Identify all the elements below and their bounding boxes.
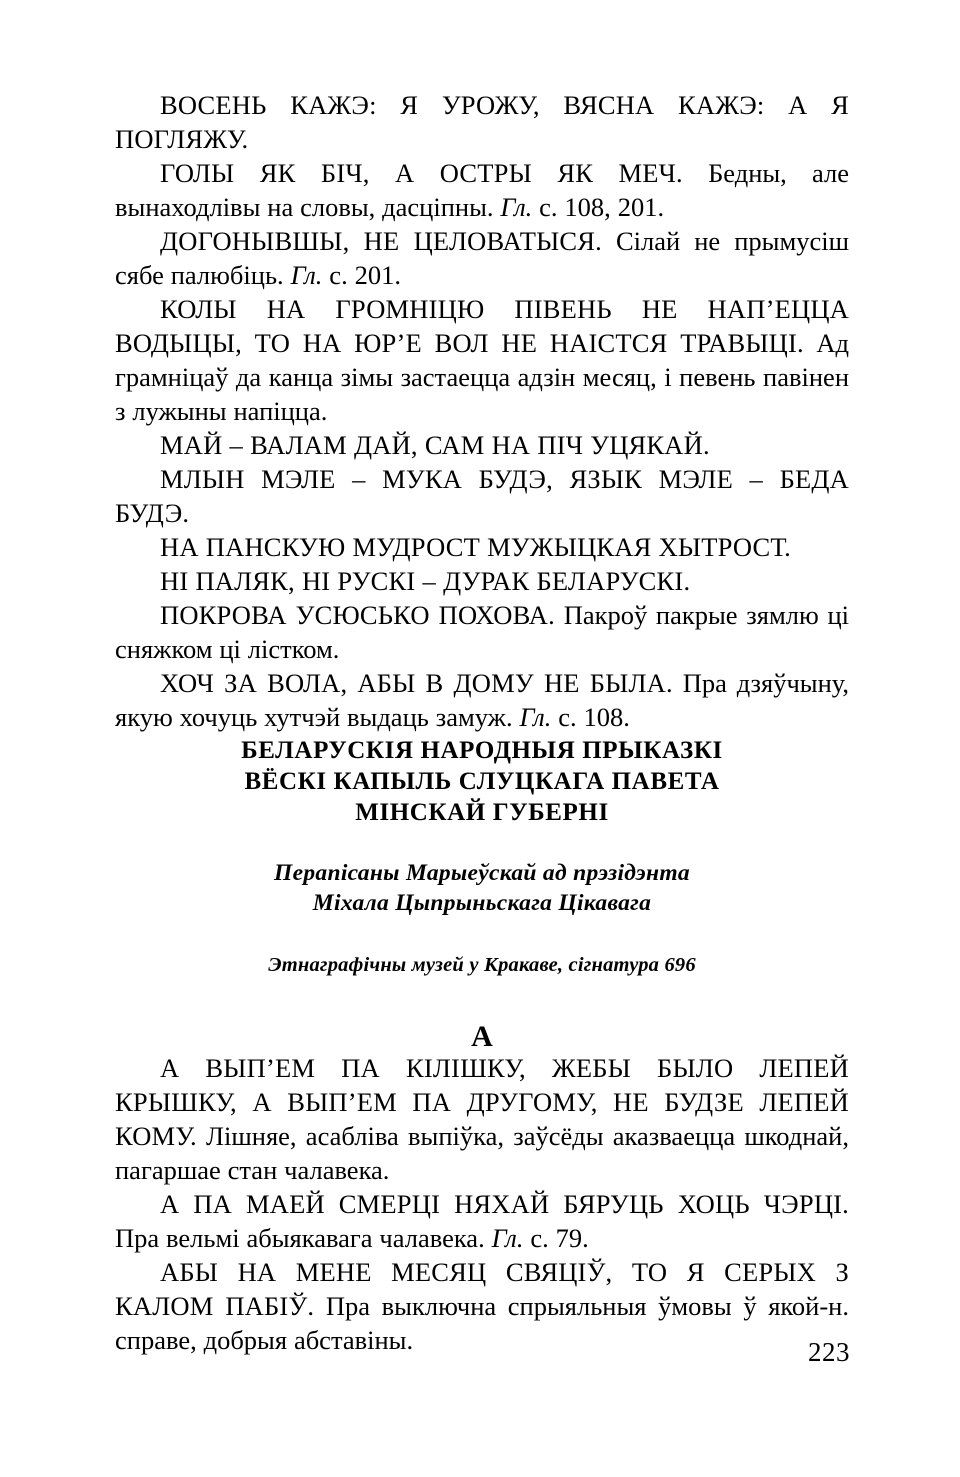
proverb-entry (115, 1255, 849, 1357)
proverb-entry (115, 666, 849, 734)
proverb-gloss: Лішняе, асабліва выпіўка, заўсёды аказваецца шкоднай, пагаршае стан чалавека. (115, 1121, 849, 1185)
proverb-headword: А ПА МАЕЙ СМЕРЦІ НЯХАЙ БЯРУЦЬ ХОЦЬ ЧЭРЦІ. (160, 1189, 849, 1219)
proverb-gloss: Сілай не прымусіш сябе палюбіць. (115, 226, 849, 290)
attribution-line-1: Перапісаны Марыеўскай ад прэзідэнта (274, 860, 690, 886)
section-letter: А (471, 1020, 493, 1053)
proverb-entry (115, 224, 849, 292)
collection-attribution (115, 858, 849, 918)
attribution-line-2: Міхала Цыпрыньскага Цікавага (312, 890, 652, 916)
cross-reference-pages: с. 108, 201. (532, 192, 665, 222)
cross-reference-pages: с. 108. (551, 702, 630, 732)
collection-title-line-2: ВЁСКІ КАПЫЛЬ СЛУЦКАГА ПАВЕТА (244, 768, 720, 795)
proverb-entry (115, 530, 849, 564)
proverb-entry (115, 292, 849, 428)
archive-source-text: Этнаграфічны музей у Кракаве, сігнатура 696 (268, 954, 696, 976)
proverb-entry (115, 156, 849, 224)
proverb-headword: МЛЫН МЭЛЕ – МУКА БУДЭ, ЯЗЫК МЭЛЕ – БЕДА БУДЭ. (115, 464, 849, 528)
proverb-entry (115, 428, 849, 462)
proverb-entry (115, 1187, 849, 1255)
proverb-headword: АБЫ НА МЕНЕ МЕСЯЦ СВЯЦІЎ, ТО Я СЕРЫХ З КАЛОМ ПАБІЎ. (115, 1257, 849, 1321)
proverb-headword: ДОГОНЫВШЫ, НЕ ЦЕЛОВАТЫСЯ. (160, 226, 602, 256)
cross-reference-abbr: Гл. (500, 192, 533, 222)
proverb-gloss: Пакроў пакрые зямлю ці сняжком ці лістком. (115, 600, 850, 664)
cross-reference-abbr: Гл. (491, 1223, 524, 1253)
proverb-list-top (115, 88, 849, 734)
proverb-headword: МАЙ – ВАЛАМ ДАЙ, САМ НА ПІЧ УЦЯКАЙ. (160, 430, 710, 460)
cross-reference-pages: с. 79. (523, 1223, 589, 1253)
proverb-headword: ВОСЕНЬ КАЖЭ: Я УРОЖУ, ВЯСНА КАЖЭ: А Я ПОГЛЯЖУ. (115, 90, 849, 154)
archive-source (115, 952, 849, 978)
proverb-entry (115, 88, 849, 156)
collection-title-line-1: БЕЛАРУСКІЯ НАРОДНЫЯ ПРЫКАЗКІ (241, 737, 723, 764)
proverb-headword: КОЛЫ НА ГРОМНІЦЮ ПІВЕНЬ НЕ НАП’ЕЦЦА ВОДЫЦЫ, ТО НА ЮР’Е ВОЛ НЕ НАІСТСЯ ТРАВЫЦІ. (115, 294, 849, 358)
section-heading-block (115, 735, 849, 1054)
cross-reference-abbr: Гл. (290, 260, 323, 290)
proverb-gloss: Ад грамніцаў да канца зімы застаецца адзін месяц, і певень павінен з лужыны напіцца. (115, 328, 849, 426)
cross-reference-abbr: Гл. (519, 702, 552, 732)
page-number: 223 (808, 1337, 850, 1367)
proverb-headword: ПОКРОВА УСЮСЬКО ПОХОВА. (160, 600, 555, 630)
proverb-entry (115, 564, 849, 598)
proverb-headword: НА ПАНСКУЮ МУДРОСТ МУЖЫЦКАЯ ХЫТРОСТ. (160, 532, 791, 562)
proverb-headword: ХОЧ ЗА ВОЛА, АБЫ В ДОМУ НЕ БЫЛА. (160, 668, 673, 698)
proverb-gloss: Пра дзяўчыну, якую хочуць хутчэй выдаць замуж. (115, 668, 850, 732)
proverb-headword: ГОЛЫ ЯК БІЧ, А ОСТРЫ ЯК МЕЧ. (160, 158, 683, 188)
collection-title (115, 735, 849, 828)
proverb-entry (115, 598, 849, 666)
alphabet-section-marker (115, 1020, 849, 1054)
cross-reference-pages: с. 201. (322, 260, 401, 290)
proverb-list-bottom (115, 1051, 849, 1357)
proverb-headword: НІ ПАЛЯК, НІ РУСКІ – ДУРАК БЕЛАРУСКІ. (160, 566, 691, 596)
proverb-gloss: Бедны, але вынаходлівы на словы, дасціпны. (115, 158, 849, 222)
proverb-gloss: Пра выключна спрыяльныя ўмовы ў якой-н. справе, добрыя абставіны. (115, 1291, 849, 1355)
proverb-headword: А ВЫП’ЕМ ПА КІЛІШКУ, ЖЕБЫ БЫЛО ЛЕПЕЙ КРЫШКУ, А ВЫП’ЕМ ПА ДРУГОМУ, НЕ БУДЗЕ ЛЕПЕЙ КОМУ. (115, 1053, 849, 1151)
proverb-entry (115, 1051, 849, 1187)
proverb-gloss: Пра вельмі абыякавага чалавека. (115, 1223, 492, 1253)
collection-title-line-3: МІНСКАЙ ГУБЕРНІ (355, 799, 609, 826)
proverb-entry (115, 462, 849, 530)
